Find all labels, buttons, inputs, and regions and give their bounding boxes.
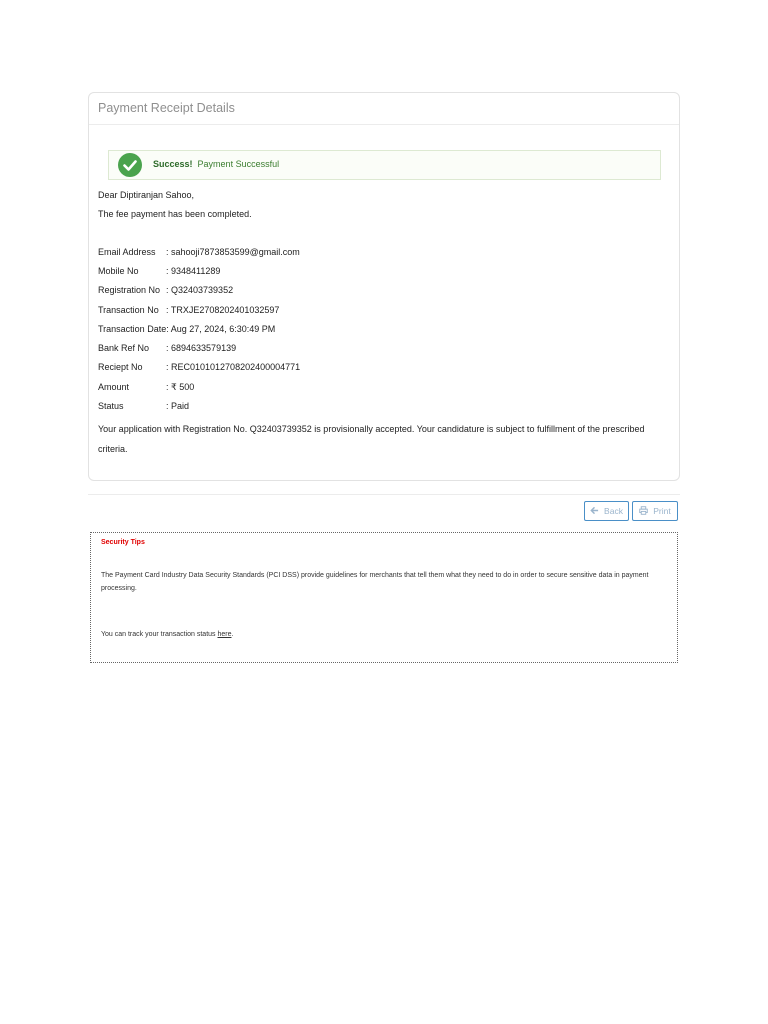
detail-row-registration <box>98 285 233 295</box>
printer-icon <box>639 506 648 517</box>
detail-value: : 6894633579139 <box>166 343 236 353</box>
detail-label: Amount <box>98 382 130 392</box>
panel-title: Payment Receipt Details <box>89 93 679 125</box>
detail-value: : Q32403739352 <box>166 285 233 295</box>
detail-row-email <box>98 247 300 257</box>
detail-label: Reciept No <box>98 362 143 372</box>
detail-value: : 9348411289 <box>166 266 220 276</box>
detail-row-transaction-date <box>98 324 275 334</box>
detail-label: Mobile No <box>98 266 139 276</box>
detail-label: Registration No <box>98 285 161 295</box>
alert-text <box>153 159 279 169</box>
detail-label: Transaction No <box>98 305 159 315</box>
detail-value: : TRXJE2708202401032597 <box>166 305 279 315</box>
detail-value: : Aug 27, 2024, 6:30:49 PM <box>166 324 275 334</box>
success-alert <box>108 150 661 180</box>
detail-label: Transaction Date <box>98 324 167 334</box>
detail-value: : ₹ 500 <box>166 382 194 392</box>
alert-strong: Success! <box>153 159 193 169</box>
track-here-link[interactable]: here <box>217 631 232 638</box>
detail-row-amount <box>98 382 194 393</box>
detail-row-receipt <box>98 362 300 372</box>
track-suffix: . <box>231 631 234 638</box>
greeting: Dear Diptiranjan Sahoo, <box>98 190 195 200</box>
detail-label: Bank Ref No <box>98 343 150 353</box>
track-prefix: You can track your transaction status <box>101 631 218 638</box>
security-tips-box <box>90 532 678 663</box>
detail-label: Status <box>98 401 124 411</box>
print-button[interactable] <box>632 501 678 521</box>
detail-label: Email Address <box>98 247 156 257</box>
detail-value: : Paid <box>166 401 189 411</box>
back-button[interactable] <box>584 501 629 521</box>
arrow-left-icon <box>590 506 599 517</box>
security-tips-title: Security Tips <box>101 539 145 546</box>
detail-value: : REC0101012708202400004771 <box>166 362 300 372</box>
provisional-acceptance-text: Your application with Registration No. Q32403739352 is provisionally accepted. Your candidature is subject to fulfillment of the prescribed criteria. <box>98 424 645 454</box>
divider <box>88 494 680 495</box>
receipt-panel <box>88 92 680 481</box>
alert-message: Payment Successful <box>197 159 280 169</box>
back-label: Back <box>604 506 623 516</box>
detail-row-mobile <box>98 266 220 276</box>
print-label: Print <box>653 506 671 516</box>
detail-row-bank-ref <box>98 343 236 353</box>
check-circle-icon <box>118 153 142 177</box>
detail-value: : sahooji7873853599@gmail.com <box>166 247 300 257</box>
completion-text: The fee payment has been completed. <box>98 209 252 219</box>
track-status-text <box>101 628 233 641</box>
detail-row-status <box>98 401 189 411</box>
detail-row-transaction-no <box>98 305 279 315</box>
pci-text: The Payment Card Industry Data Security Standards (PCI DSS) provide guidelines for merchants that tell them what they need to do in order to secure sensitive data in payment processing. <box>101 572 649 592</box>
